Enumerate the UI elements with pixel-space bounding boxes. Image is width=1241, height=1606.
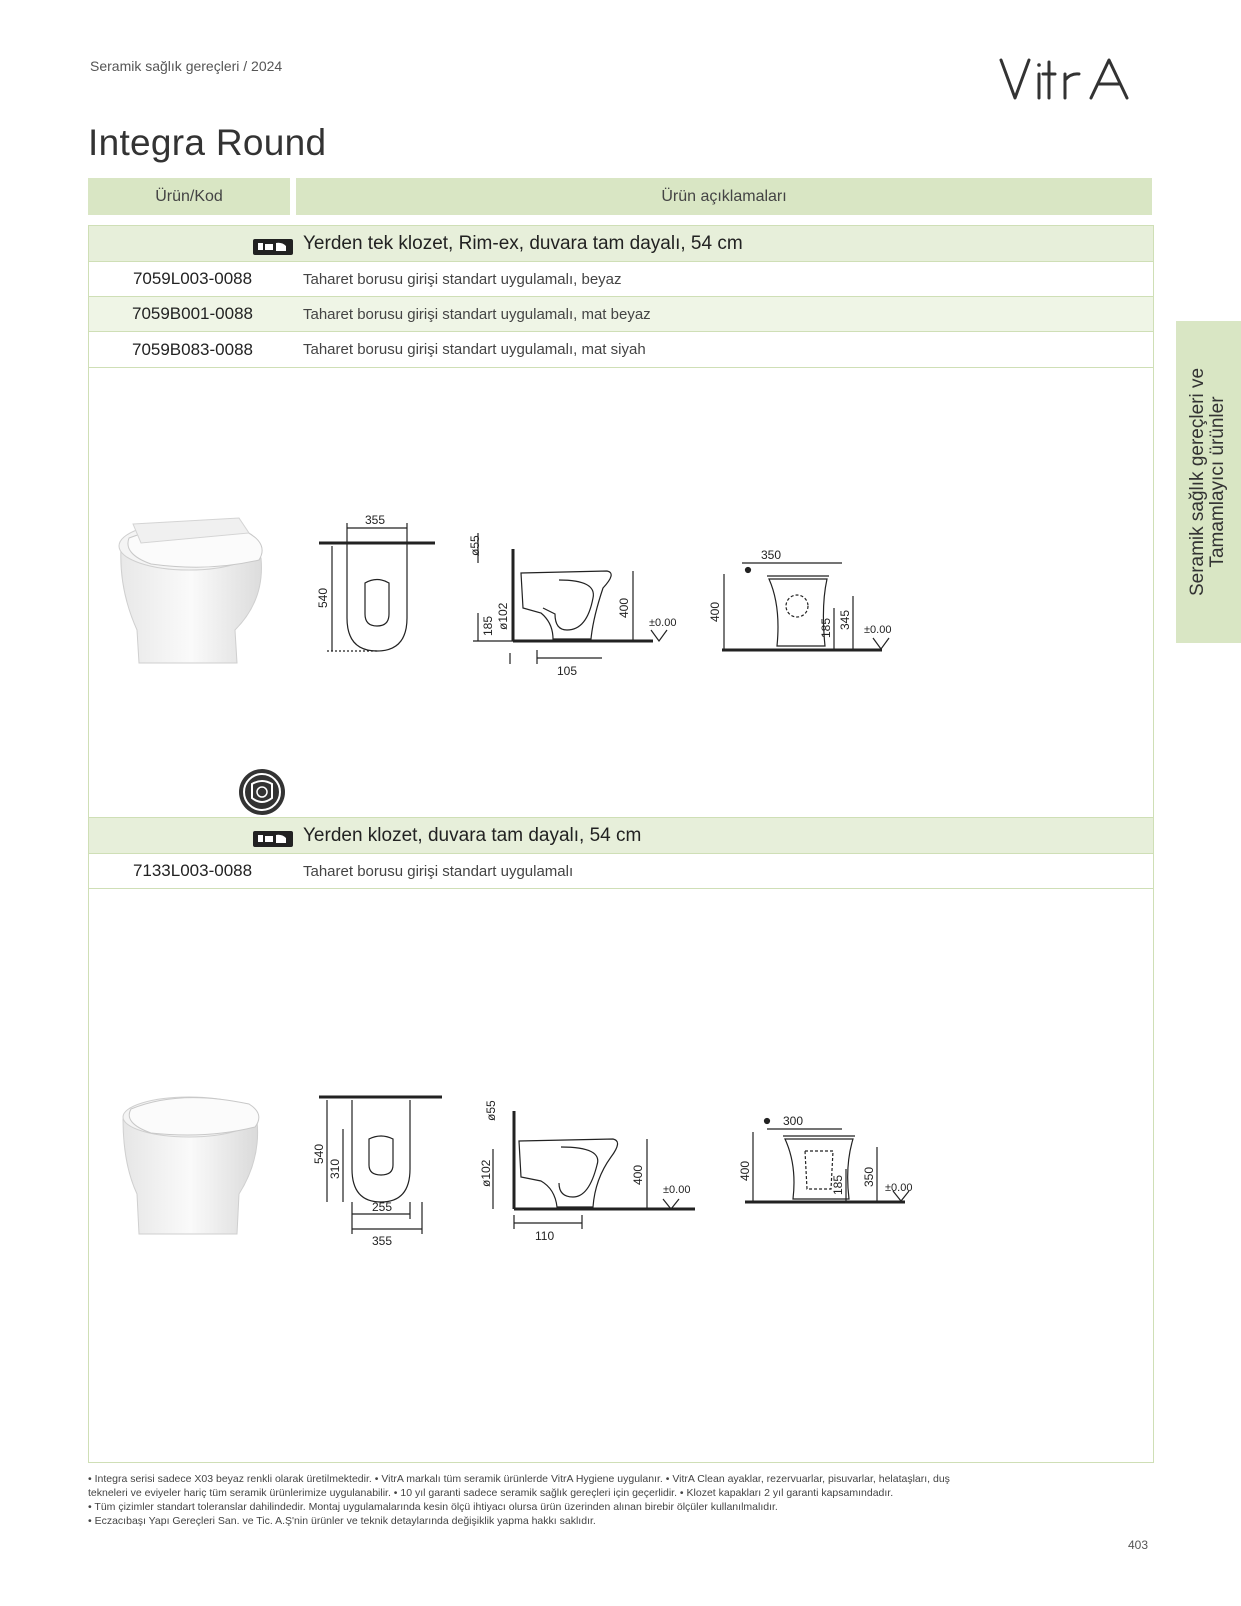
floor-standing-wc-icon: [253, 831, 293, 847]
dim-345: 345: [838, 609, 852, 630]
table-row: [89, 332, 1153, 368]
footnote-line: tekneleri ve eviyeler hariç tüm seramik ürünlerimize uygulanabilir. • 10 yıl garanti sadece seramik sağlık gereçleri için geçerlidir. • Klozet kapakları 2 yıl garanti kapsamındadır.: [88, 1487, 894, 1499]
dim-level: ±0.00: [663, 1184, 691, 1196]
page-title: Integra Round: [88, 122, 327, 163]
dim-400: 400: [631, 1164, 645, 1185]
dim-400: 400: [617, 597, 631, 618]
technical-drawings-1: [297, 368, 937, 817]
footnote-line: • Eczacıbaşı Yapı Gereçleri San. ve Tic. A.Ş'nin ürünler ve teknik detaylarında değişiklik yapma hakkı saklıdır.: [88, 1515, 596, 1527]
product-image-cell: [89, 889, 296, 1462]
product-description: Taharet borusu girişi standart uygulamalı, mat beyaz: [303, 305, 651, 323]
dim-d102: ø102: [496, 602, 510, 630]
section-side-tab[interactable]: [1176, 321, 1241, 643]
dim-d55: ø55: [468, 535, 482, 556]
table-header: [88, 178, 1152, 215]
dim-185: 185: [831, 1174, 845, 1195]
dim-400: 400: [738, 1160, 752, 1181]
product-visual-row: [89, 368, 1153, 818]
code-column-header: Ürün/Kod: [88, 178, 290, 215]
product-description: Taharet borusu girişi standart uygulamalı, mat siyah: [303, 341, 646, 358]
side-tab-label: Seramik sağlık gereçleri ve Tamamlayıcı ürünler: [1187, 367, 1228, 597]
technical-drawings-2: [297, 889, 937, 1462]
product-code: 7059B083-0088: [131, 339, 253, 359]
dim-d55: ø55: [484, 1100, 498, 1121]
dim-d102: ø102: [479, 1159, 493, 1187]
dim-350: 350: [862, 1166, 876, 1187]
dim-level: ±0.00: [649, 617, 677, 629]
dim-300: 300: [783, 1114, 804, 1128]
product-visual-row: [89, 889, 1153, 1462]
dim-355: 355: [365, 513, 386, 527]
product-code: 7133L003-0088: [132, 861, 253, 880]
product-description: Taharet borusu girişi standart uygulamalı: [303, 862, 574, 880]
dim-110: 110: [535, 1229, 555, 1243]
dim-185: 185: [481, 615, 495, 636]
dim-310: 310: [328, 1158, 342, 1179]
dim-185: 185: [819, 617, 833, 638]
dim-105: 105: [557, 664, 578, 678]
group-title: Yerden tek klozet, Rim-ex, duvara tam dayalı, 54 cm: [303, 232, 743, 254]
toilet-product-image: [89, 889, 296, 1462]
table-row: [89, 262, 1153, 297]
dim-level: ±0.00: [864, 624, 892, 636]
group-header-row: [89, 818, 1153, 854]
dim-350: 350: [761, 548, 782, 562]
table-row: [89, 297, 1153, 332]
dim-540: 540: [312, 1143, 326, 1164]
footnotes: [88, 1472, 1148, 1528]
footnote-line: • Tüm çizimler standart toleranslar dahilindedir. Montaj uygulamalarında kesin ölçü ihtiyacı olursa ürün üzerinden alınan birebir ölçüler kullanılmalıdır.: [88, 1501, 778, 1513]
dim-355: 355: [372, 1234, 393, 1248]
rim-ex-icon: [238, 768, 286, 816]
footnote-line: • Integra serisi sadece X03 beyaz renkli olarak üretilmektedir. • VitrA markalı tüm seramik ürünlerde VitrA Hygiene uygulanır. • VitrA Clean ayaklar, rezervuarlar, pisuvarlar, helataşları, duş: [88, 1473, 950, 1485]
table-row: [89, 854, 1153, 889]
dim-255: 255: [372, 1200, 393, 1214]
product-code: 7059B001-0088: [131, 304, 253, 323]
group-title: Yerden klozet, duvara tam dayalı, 54 cm: [303, 824, 642, 846]
group-header-row: [89, 226, 1153, 262]
floor-standing-wc-icon: [253, 239, 293, 255]
page-number: 403: [1128, 1538, 1149, 1552]
breadcrumb: Seramik sağlık gereçleri / 2024: [90, 58, 283, 74]
product-code: 7059L003-0088: [132, 269, 253, 288]
product-table: [88, 225, 1154, 1463]
dim-540: 540: [316, 587, 330, 608]
product-description: Taharet borusu girişi standart uygulamalı, beyaz: [303, 270, 622, 288]
dim-level: ±0.00: [885, 1182, 913, 1194]
product-image-cell: [89, 368, 296, 817]
toilet-product-image: [89, 368, 296, 817]
description-column-header: Ürün açıklamaları: [296, 178, 1152, 215]
dim-400: 400: [708, 601, 722, 622]
vitra-logo: [995, 50, 1155, 110]
